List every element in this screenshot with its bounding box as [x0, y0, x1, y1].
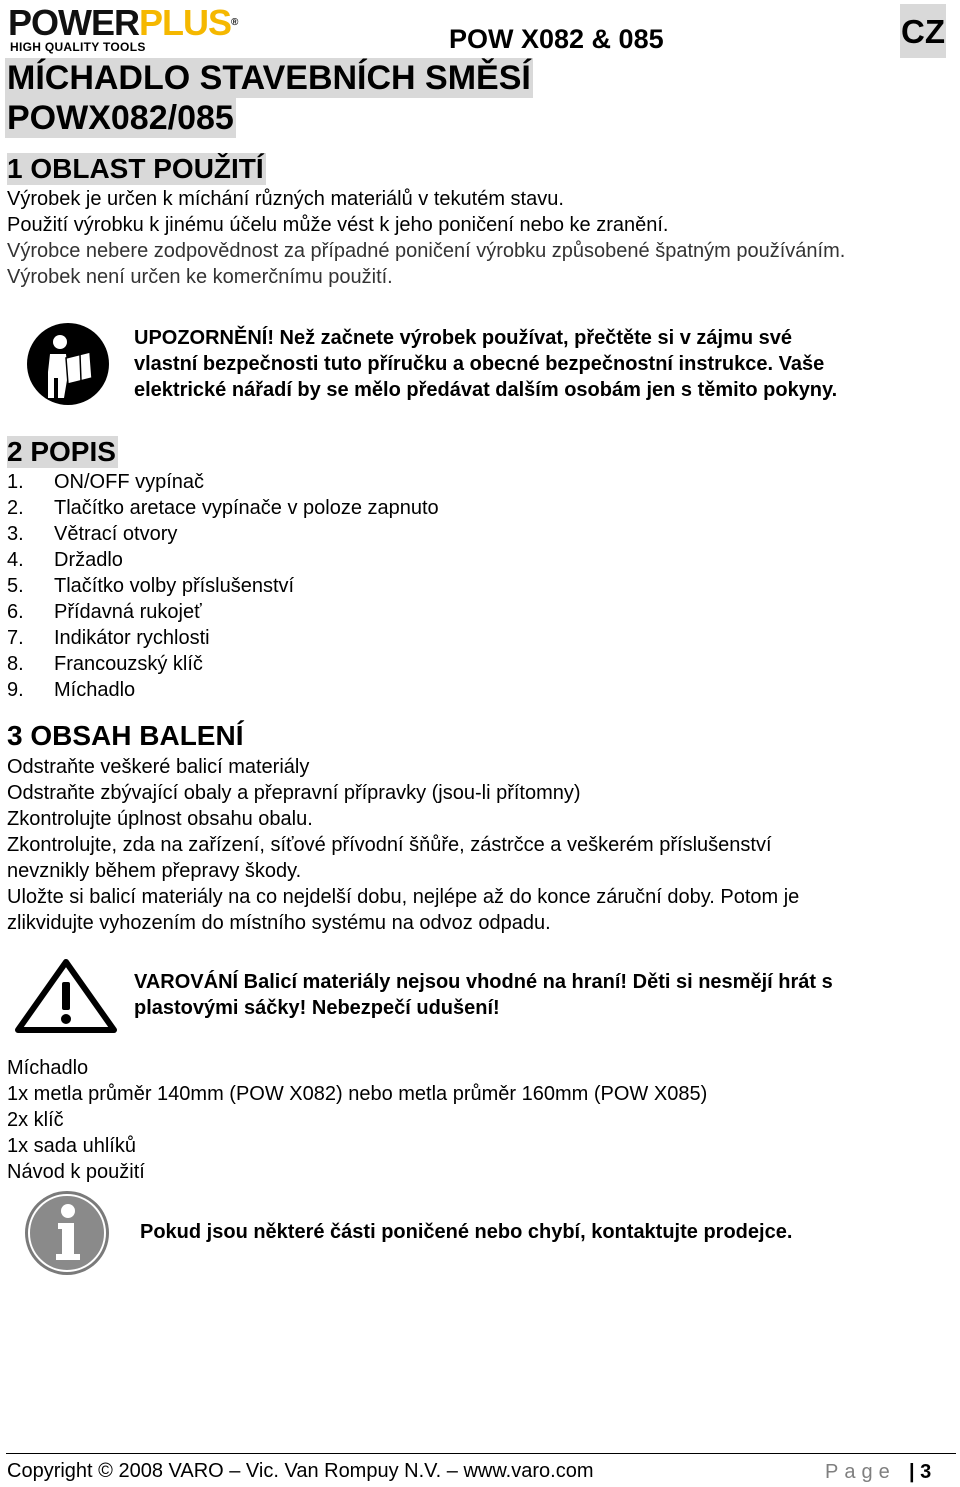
contents-item-4: 1x sada uhlíků [7, 1135, 136, 1157]
package-text-5: nevznikly během přepravy škody. [7, 860, 302, 882]
package-text-6: Uložte si balicí materiály na co nejdelší dobu, nejlépe až do konce záruční doby. Potom je [7, 886, 800, 908]
section-heading-description: 2 POPIS [7, 436, 116, 467]
manual-warning-line-1: UPOZORNĚNÍ! Než začnete výrobek používat, přečtěte si v zájmu své [134, 327, 792, 349]
info-note: Pokud jsou některé části poničené nebo chybí, kontaktujte prodejce. [140, 1221, 793, 1243]
footer-divider [6, 1453, 956, 1454]
list-item: 3. Větrací otvory [7, 523, 178, 545]
manual-warning [134, 325, 837, 403]
usage-text-4: Výrobek není určen ke komerčnímu použití. [7, 266, 393, 288]
warning-triangle-icon [14, 958, 118, 1034]
logo-tagline: HIGH QUALITY TOOLS [10, 40, 146, 54]
section-heading-package-contents: 3 OBSAH BALENÍ [7, 720, 244, 751]
list-item: 8. Francouzský klíč [7, 653, 203, 675]
usage-text-2: Použití výrobku k jinému účelu může vést k jeho poničení nebo ke zranění. [7, 214, 669, 236]
section-heading-usage: 1 OBLAST POUŽITÍ [7, 153, 264, 184]
parts-list [7, 469, 439, 703]
package-text-7: zlikvidujte vyhozením do místního systému na odvoz odpadu. [7, 912, 551, 934]
packaging-warning-line-1: VAROVÁNÍ Balicí materiály nejsou vhodné na hraní! Děti si nesmějí hrát s [134, 971, 833, 993]
package-text-1: Odstraňte veškeré balicí materiály [7, 756, 310, 778]
package-text-4: Zkontrolujte, zda na zařízení, síťové přívodní šňůře, zástrčce a veškerém příslušenství [7, 834, 772, 856]
logo-registered: ® [231, 17, 238, 28]
usage-text-3: Výrobce nebere zodpovědnost za případné poničení výrobku způsobené špatným používáním. [7, 240, 846, 262]
manual-warning-line-2: vlastní bezpečnosti tuto příručku a obecné bezpečnostní instrukce. Vaše [134, 353, 825, 375]
read-manual-icon [26, 322, 110, 406]
info-icon [24, 1190, 110, 1276]
logo-plus: PLUS [139, 2, 232, 43]
footer-page-label: Page [825, 1461, 896, 1483]
contents-item-2: 1x metla průměr 140mm (POW X082) nebo metla průměr 160mm (POW X085) [7, 1083, 708, 1105]
contents-item-5: Návod k použití [7, 1161, 145, 1183]
list-item: 7. Indikátor rychlosti [7, 627, 210, 649]
package-text-3: Zkontrolujte úplnost obsahu obalu. [7, 808, 313, 830]
logo-wordmark [8, 4, 237, 42]
package-text-2: Odstraňte zbývající obaly a přepravní přípravky (jsou-li přítomny) [7, 782, 581, 804]
footer-page-number: | 3 [909, 1461, 932, 1483]
list-item: 5. Tlačítko volby příslušenství [7, 575, 295, 597]
list-item: 4. Držadlo [7, 549, 123, 571]
usage-text-1: Výrobek je určen k míchání různých materiálů v tekutém stavu. [7, 188, 564, 210]
packaging-warning-line-2: plastovými sáčky! Nebezpečí udušení! [134, 997, 500, 1019]
document-title-line2: POWX082/085 [7, 99, 234, 137]
logo-power: POWER [8, 2, 140, 43]
list-item: 2. Tlačítko aretace vypínače v poloze zapnuto [7, 497, 439, 519]
packaging-warning [134, 969, 833, 1021]
document-title-line1: MÍCHADLO STAVEBNÍCH SMĚSÍ [7, 59, 531, 97]
brand-logo [8, 4, 298, 54]
contents-item-3: 2x klíč [7, 1109, 64, 1131]
list-item: 1. ON/OFF vypínač [7, 471, 205, 493]
contents-item-1: Míchadlo [7, 1057, 89, 1079]
language-badge: CZ [900, 4, 946, 58]
list-item: 9. Míchadlo [7, 679, 136, 701]
list-item: 6. Přídavná rukojeť [7, 601, 202, 623]
model-number: POW X082 & 085 [449, 24, 664, 54]
manual-warning-line-3: elektrické nářadí by se mělo předávat dalším osobám jen s těmito pokyny. [134, 379, 838, 401]
footer-copyright: Copyright © 2008 VARO – Vic. Van Rompuy N.V. – www.varo.com [7, 1460, 594, 1482]
